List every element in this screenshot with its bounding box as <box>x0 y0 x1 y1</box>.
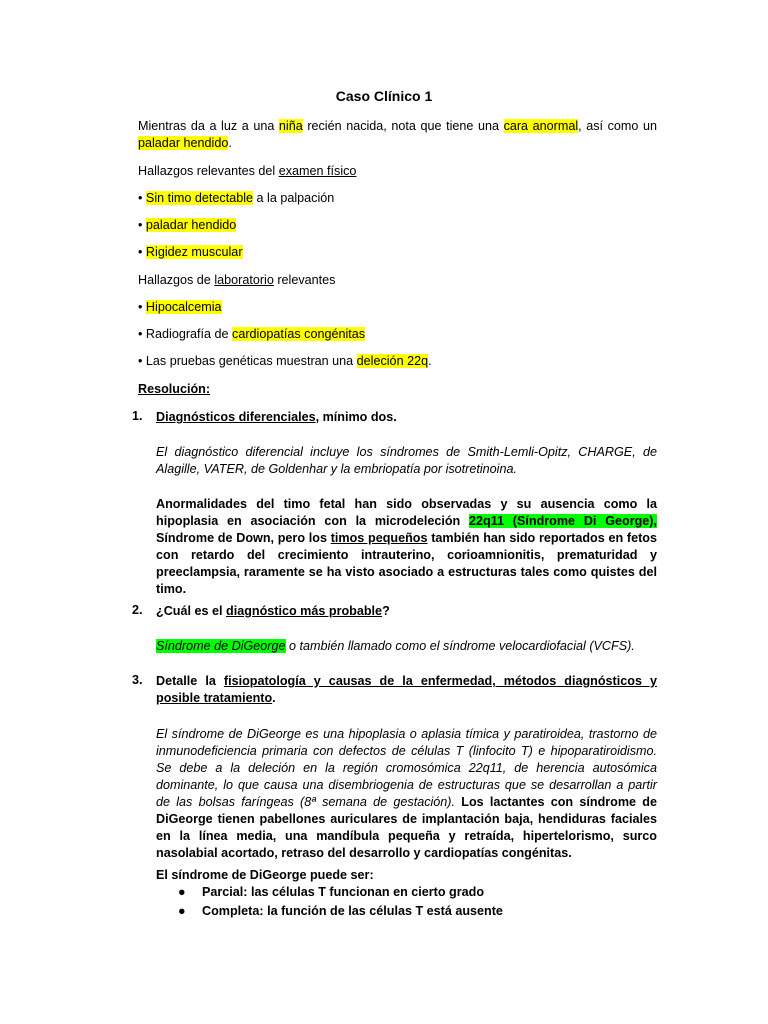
question-1-underlined: Diagnósticos diferenciales <box>156 410 316 424</box>
lab-item-highlight: Hipocalcemia <box>145 300 222 314</box>
exam-item <box>138 244 657 261</box>
page-title: Caso Clínico 1 <box>335 88 433 104</box>
pathophysiology-bold: Los lactantes con síndrome de DiGeorge tienen pabellones auriculares de implantación baja, hendiduras faciales en la línea media, una mandíbula pequeña y retraída, hipertelorismo, surco nasolabial acortado, retraso del desarrollo y cardiopatías congénitas. <box>156 795 657 860</box>
highlight-digeorge: Síndrome de DiGeorge <box>156 639 286 653</box>
diagnosis-text: o también llamado como el síndrome velocardiofacial (VCFS). <box>285 639 635 653</box>
bullet: • <box>138 354 143 368</box>
intro-text: Mientras da a luz a una <box>138 119 279 133</box>
highlight-22q11: 22q11 (Síndrome Di George), <box>469 514 657 528</box>
lab-heading-text: Hallazgos de <box>138 273 215 287</box>
highlight-nina: niña <box>278 119 303 133</box>
type-partial: Parcial: las células T funcionan en cierto grado <box>202 885 485 899</box>
resolution-heading: Resolución: <box>138 382 211 396</box>
lab-heading <box>138 272 657 289</box>
exam-item-highlight: Rigidez muscular <box>145 245 243 259</box>
lab-item-highlight: deleción 22q <box>356 354 429 368</box>
lab-item <box>138 353 657 370</box>
pathophysiology-paragraph <box>156 726 657 862</box>
lab-item-text: . <box>428 354 432 368</box>
highlight-paladar-hendido: paladar hendido <box>138 136 229 150</box>
thymus-text: también han sido reportados en fetos con retardo del crecimiento intrauterino, corioamnionitis, prematuridad y preeclampsia, raramente se ha visto asociado a estructuras tales como quistes del timo. <box>156 531 657 596</box>
question-1-text: , mínimo dos. <box>315 410 397 424</box>
thymus-paragraph <box>156 496 657 598</box>
exam-item-highlight: Sin timo detectable <box>145 191 254 205</box>
thymus-underlined: timos pequeños <box>330 531 428 545</box>
question-1 <box>156 409 657 426</box>
question-2-text: ? <box>382 604 390 618</box>
bullet: • <box>138 300 143 314</box>
highlight-cara-anormal: cara anormal <box>503 119 579 133</box>
question-3-underlined: fisiopatología y causas de la enfermedad, métodos diagnósticos y posible tratamiento <box>156 674 657 705</box>
question-3-text: Detalle la <box>156 674 224 688</box>
intro-text: recién nacida, nota que tiene una <box>302 119 504 133</box>
lab-item-highlight: cardiopatías congénitas <box>232 327 366 341</box>
diagnosis-answer <box>156 638 657 655</box>
digeorge-types-heading: El síndrome de DiGeorge puede ser: <box>156 868 374 882</box>
question-2-underlined: diagnóstico más probable <box>226 604 383 618</box>
thymus-text: Síndrome de Down, pero los <box>156 531 331 545</box>
question-3 <box>156 673 657 707</box>
exam-item-text: a la palpación <box>253 191 335 205</box>
exam-heading-underlined: examen físico <box>278 164 357 178</box>
question-number: 3. <box>132 673 143 687</box>
lab-item <box>138 326 657 343</box>
bullet: • <box>138 218 143 232</box>
intro-text: , así como un <box>578 119 658 133</box>
bullet: • <box>138 327 143 341</box>
intro-text: . <box>228 136 232 150</box>
lab-heading-text: relevantes <box>273 273 336 287</box>
lab-heading-underlined: laboratorio <box>214 273 274 287</box>
lab-item <box>138 299 657 316</box>
exam-item <box>138 217 657 234</box>
exam-heading <box>138 163 657 180</box>
exam-heading-text: Hallazgos relevantes del <box>138 164 279 178</box>
question-2-text: ¿Cuál es el <box>156 604 226 618</box>
exam-item <box>138 190 657 207</box>
exam-item-highlight: paladar hendido <box>145 218 237 232</box>
lab-item-text: Las pruebas genéticas muestran una <box>145 354 357 368</box>
bullet: • <box>138 245 143 259</box>
lab-item-text: Radiografía de <box>145 327 233 341</box>
bullet: ● <box>178 904 186 918</box>
question-number: 2. <box>132 603 143 617</box>
differential-paragraph: El diagnóstico diferencial incluye los síndromes de Smith-Lemli-Opitz, CHARGE, de Alagille, VATER, de Goldenhar y la embriopatía por isotretinoina. <box>156 445 657 476</box>
question-3-text: . <box>272 691 276 705</box>
bullet: • <box>138 191 143 205</box>
thymus-bold-text: Anormalidades del timo fetal han sido observadas y su ausencia como la hipoplasia en asociación con la microdeleción <box>156 497 657 528</box>
pathophysiology-italic: El síndrome de DiGeorge es una hipoplasia o aplasia tímica y paratiroidea, trastorno de inmunodeficiencia primaria con defectos de células T (linfocito T) e hipoparatiroidismo. Se debe a la deleción en la región cromosómica 22q11, de herencia autosómica dominante, lo que causa una disembriogenia de estructuras que se desarrollan a partir de las bolsas faríngeas (8ª semana de gestación). <box>156 727 657 809</box>
bullet: ● <box>178 885 186 899</box>
intro-paragraph <box>138 118 657 152</box>
question-number: 1. <box>132 409 143 423</box>
type-complete: Completa: la función de las células T está ausente <box>202 904 503 918</box>
question-2 <box>156 603 657 620</box>
